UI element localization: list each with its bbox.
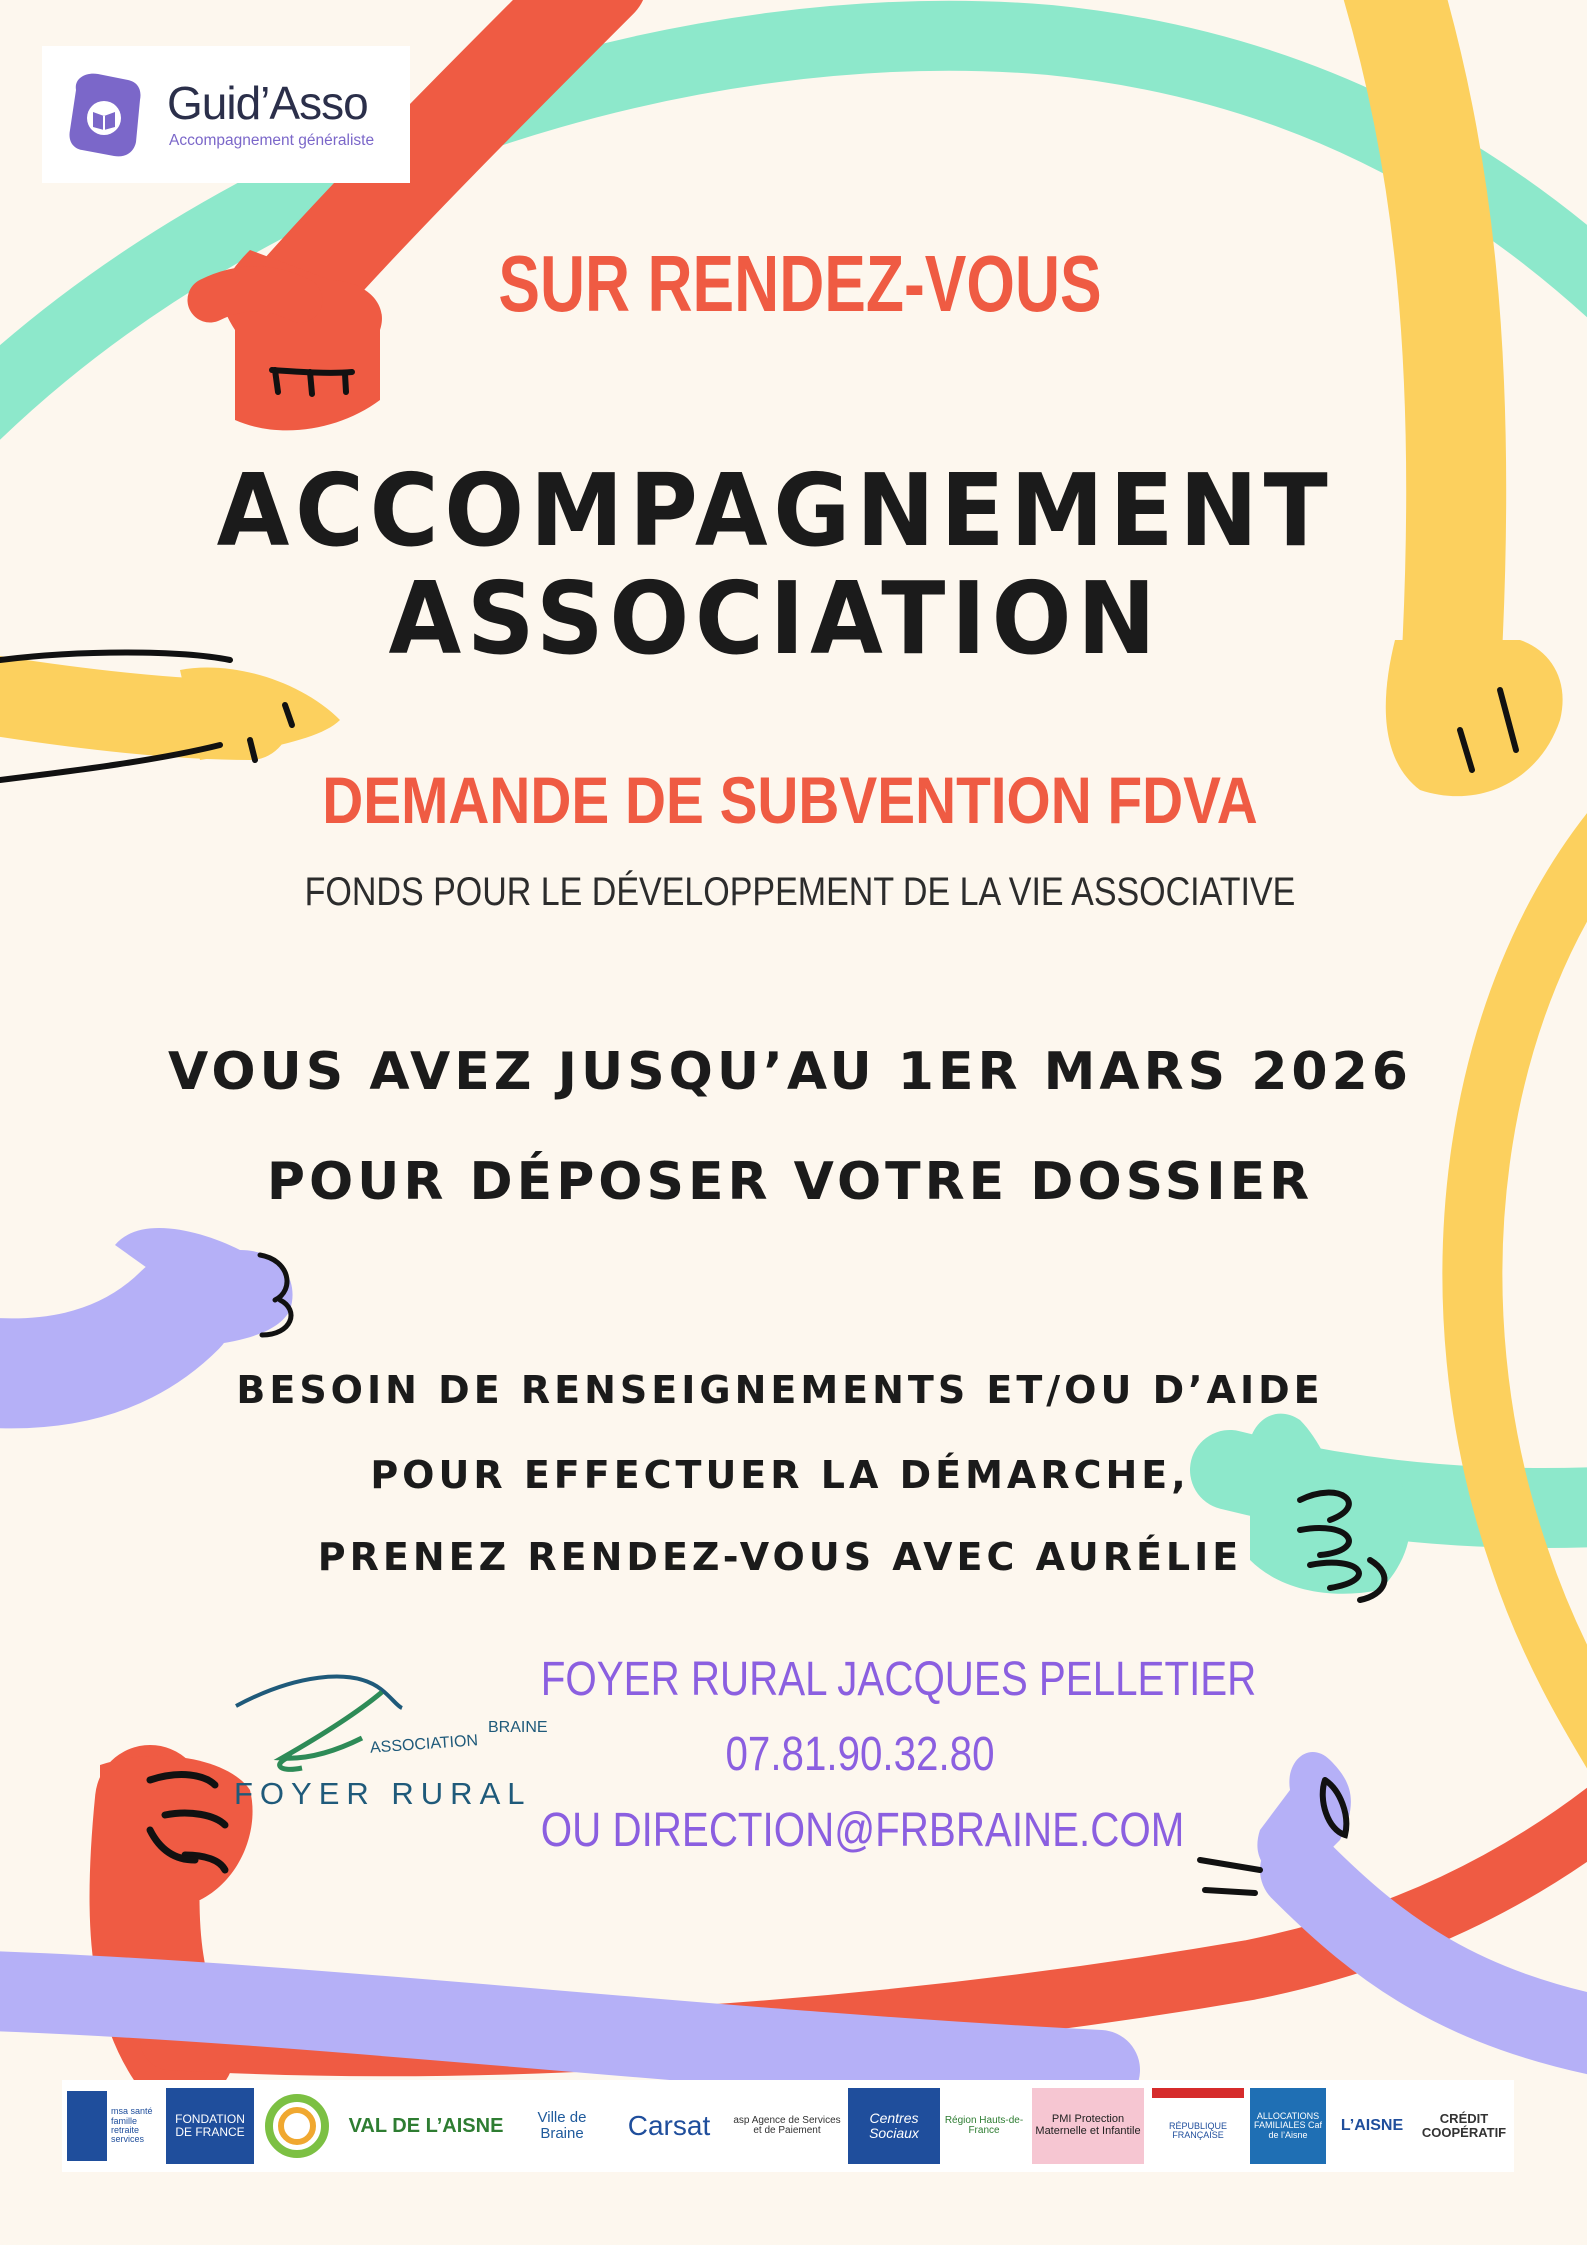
partner-logo-pmi: PMI Protection Maternelle et Infantile bbox=[1032, 2088, 1144, 2164]
partner-logo-caf: ALLOCATIONS FAMILIALES Caf de l’Aisne bbox=[1250, 2088, 1326, 2164]
logo-tagline: Accompagnement généraliste bbox=[169, 132, 375, 149]
partner-logo-centres-sociaux: Centres Sociaux bbox=[848, 2088, 940, 2164]
partner-logo-circle bbox=[262, 2088, 332, 2164]
title-line-1: ACCOMPAGNEMENT bbox=[216, 452, 1334, 569]
subsidy-title: DEMANDE DE SUBVENTION FDVA bbox=[322, 763, 1258, 837]
book-icon bbox=[64, 70, 144, 160]
partner-logo-laisne: L’AISNE bbox=[1340, 2116, 1404, 2134]
foyer-rural-association-label: ASSOCIATION bbox=[369, 1732, 479, 1757]
partner-logo-hauts-de-france: Région Hauts-de-France bbox=[944, 2114, 1024, 2136]
contact-email: OU DIRECTION@FRBRAINE.COM bbox=[540, 1804, 1185, 1857]
partner-logo-carsat: Carsat bbox=[627, 2110, 711, 2142]
deadline-line-2: POUR DÉPOSER VOTRE DOSSIER bbox=[266, 1152, 1314, 1212]
contact-name: FOYER RURAL JACQUES PELLETIER bbox=[540, 1653, 1257, 1706]
partner-logos-strip bbox=[62, 2080, 1514, 2172]
appointment-heading: SUR RENDEZ-VOUS bbox=[498, 239, 1102, 328]
partner-logo-credit-cooperatif: CRÉDIT COOPÉRATIF bbox=[1421, 2111, 1507, 2140]
contact-phone: 07.81.90.32.80 bbox=[725, 1728, 995, 1781]
foyer-rural-name: FOYER RURAL bbox=[234, 1776, 532, 1811]
partner-logo-val-de-laisne: VAL DE L’AISNE bbox=[348, 2114, 504, 2137]
partner-logo-msa bbox=[66, 2088, 162, 2164]
help-line-2: POUR EFFECTUER LA DÉMARCHE, bbox=[370, 1453, 1190, 1497]
help-line-3: PRENEZ RENDEZ-VOUS AVEC AURÉLIE bbox=[317, 1535, 1243, 1579]
partner-logo-ville-de-braine: Ville de Braine bbox=[537, 2109, 587, 2142]
help-line-1: BESOIN DE RENSEIGNEMENTS ET/OU D’AIDE bbox=[236, 1368, 1324, 1412]
partner-msa-label: msa santé famille retraite services bbox=[111, 2106, 153, 2145]
deadline-line-1: VOUS AVEZ JUSQU’AU 1ER MARS 2026 bbox=[168, 1042, 1412, 1102]
partner-logo-republique-francaise: RÉPUBLIQUE FRANÇAISE bbox=[1152, 2088, 1244, 2164]
subsidy-subtitle: FONDS POUR LE DÉVELOPPEMENT DE LA VIE ASSOCIATIVE bbox=[304, 870, 1296, 914]
foyer-rural-town-label: BRAINE bbox=[488, 1719, 548, 1736]
guidasso-logo bbox=[42, 46, 410, 183]
logo-name: Guid’Asso bbox=[167, 77, 368, 129]
partner-logo-asp: asp Agence de Services et de Paiement bbox=[733, 2114, 841, 2136]
partner-logo-fondation-de-france: FONDATION DE FRANCE bbox=[166, 2088, 254, 2164]
title-line-2: ASSOCIATION bbox=[388, 560, 1162, 677]
